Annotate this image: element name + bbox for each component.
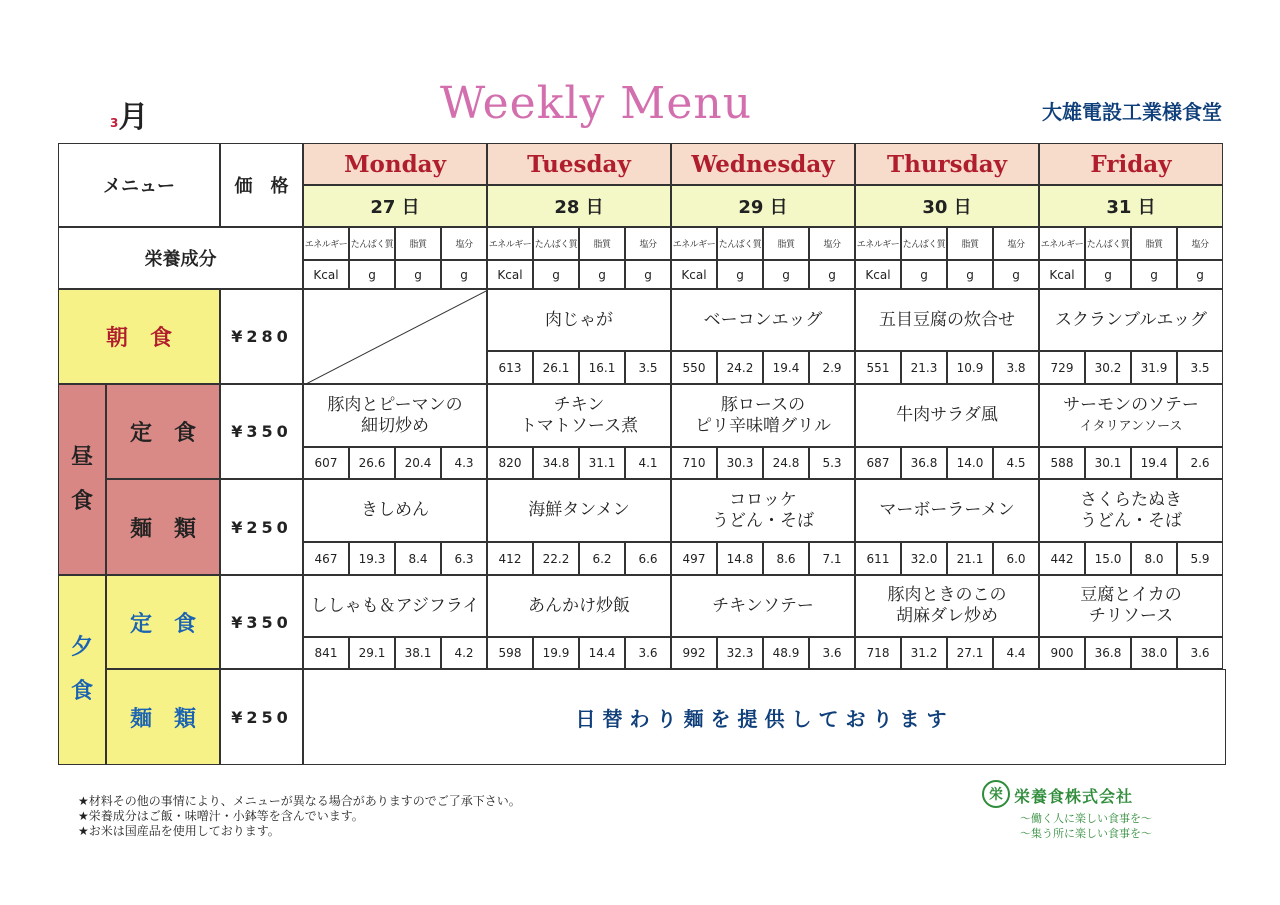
nutrition-value: 20.4 bbox=[395, 447, 441, 479]
nutrient-label: エネルギー bbox=[487, 227, 533, 260]
breakfast-label: 朝 食 bbox=[58, 289, 220, 384]
company-logo bbox=[982, 780, 1182, 842]
dish-name: コロッケ うどん・そば bbox=[671, 479, 855, 542]
nutrition-value: 992 bbox=[671, 637, 717, 669]
nutrition-value: 30.1 bbox=[1085, 447, 1131, 479]
nutrition-value: 687 bbox=[855, 447, 901, 479]
day-header-tuesday: Tuesday bbox=[487, 143, 671, 185]
nutrition-value: 29.1 bbox=[349, 637, 395, 669]
company-tagline: 〜働く人に楽しい食事を〜 bbox=[1020, 812, 1152, 825]
nutrient-unit: g bbox=[1085, 260, 1131, 289]
nutrition-value: 21.3 bbox=[901, 351, 947, 384]
nutrient-label: 脂質 bbox=[1131, 227, 1177, 260]
nutrient-label: たんぱく質 bbox=[533, 227, 579, 260]
day-date: 31 日 bbox=[1039, 185, 1223, 227]
nutrient-unit: g bbox=[533, 260, 579, 289]
nutrient-label: 脂質 bbox=[395, 227, 441, 260]
nutrient-label: 脂質 bbox=[763, 227, 809, 260]
day-header-thursday: Thursday bbox=[855, 143, 1039, 185]
nutrition-value: 710 bbox=[671, 447, 717, 479]
dinner-label: 夕 食 bbox=[58, 575, 106, 765]
dish-name: あんかけ炒飯 bbox=[487, 575, 671, 637]
nutrition-value: 588 bbox=[1039, 447, 1085, 479]
nutrition-value: 729 bbox=[1039, 351, 1085, 384]
nutrition-value: 8.0 bbox=[1131, 542, 1177, 575]
nutrition-value: 4.5 bbox=[993, 447, 1039, 479]
nutrient-unit: g bbox=[395, 260, 441, 289]
dinner-noodle-price: ¥250 bbox=[220, 669, 303, 765]
dish-name: 牛肉サラダ風 bbox=[855, 384, 1039, 447]
nutrient-unit: Kcal bbox=[671, 260, 717, 289]
nutrition-value: 30.2 bbox=[1085, 351, 1131, 384]
nutrient-label: 塩分 bbox=[993, 227, 1039, 260]
nutrition-value: 36.8 bbox=[901, 447, 947, 479]
nutrient-unit: g bbox=[947, 260, 993, 289]
nutrition-value: 442 bbox=[1039, 542, 1085, 575]
dish-name: マーボーラーメン bbox=[855, 479, 1039, 542]
nutrition-value: 16.1 bbox=[579, 351, 625, 384]
nutrition-value: 3.5 bbox=[625, 351, 671, 384]
footnote: ★栄養成分はご飯・味噌汁・小鉢等を含んでいます。 bbox=[78, 809, 364, 823]
daily-noodle-notice: 日替わり麺を提供しております bbox=[303, 669, 1226, 765]
dish-sauce: イタリアンソース bbox=[1079, 418, 1183, 434]
dish-name: チキンソテー bbox=[671, 575, 855, 637]
nutrition-value: 14.0 bbox=[947, 447, 993, 479]
dish-name: 海鮮タンメン bbox=[487, 479, 671, 542]
nutrient-unit: g bbox=[579, 260, 625, 289]
month-unit: 月 bbox=[118, 100, 149, 135]
dinner-noodle-label: 麺 類 bbox=[106, 669, 220, 765]
nutrition-value: 30.3 bbox=[717, 447, 763, 479]
lunch-set-price: ¥350 bbox=[220, 384, 303, 479]
nutrition-value: 4.2 bbox=[441, 637, 487, 669]
nutrition-value: 31.9 bbox=[1131, 351, 1177, 384]
nutrition-label: 栄養成分 bbox=[58, 227, 303, 289]
nutrient-unit: g bbox=[901, 260, 947, 289]
dish-name: チキン トマトソース煮 bbox=[487, 384, 671, 447]
footnote: ★材料その他の事情により、メニューが異なる場合がありますのでご了承下さい。 bbox=[78, 794, 521, 808]
day-date: 27 日 bbox=[303, 185, 487, 227]
dinner-set-label: 定 食 bbox=[106, 575, 220, 669]
nutrition-value: 21.1 bbox=[947, 542, 993, 575]
nutrient-unit: Kcal bbox=[487, 260, 533, 289]
nutrient-label: エネルギー bbox=[303, 227, 349, 260]
footnote: ★お米は国産品を使用しております。 bbox=[78, 824, 280, 838]
nutrition-value: 19.3 bbox=[349, 542, 395, 575]
nutrition-value: 48.9 bbox=[763, 637, 809, 669]
dish-name bbox=[1039, 384, 1223, 447]
nutrition-value: 841 bbox=[303, 637, 349, 669]
nutrition-value: 598 bbox=[487, 637, 533, 669]
nutrition-value: 36.8 bbox=[1085, 637, 1131, 669]
nutrition-value: 2.9 bbox=[809, 351, 855, 384]
nutrition-value: 27.1 bbox=[947, 637, 993, 669]
nutrient-unit: g bbox=[717, 260, 763, 289]
nutrition-value: 550 bbox=[671, 351, 717, 384]
menu-label: メニュー bbox=[58, 143, 220, 227]
slash-divider bbox=[304, 290, 487, 384]
nutrient-unit: g bbox=[625, 260, 671, 289]
nutrition-value: 3.8 bbox=[993, 351, 1039, 384]
dish-name: 五目豆腐の炊合せ bbox=[855, 289, 1039, 351]
nutrition-value: 19.9 bbox=[533, 637, 579, 669]
dish-name: 豚肉ときのこの 胡麻ダレ炒め bbox=[855, 575, 1039, 637]
nutrition-value: 3.6 bbox=[1177, 637, 1223, 669]
cafeteria-name: 大雄電設工業様食堂 bbox=[1042, 100, 1222, 124]
nutrition-value: 3.6 bbox=[809, 637, 855, 669]
month-label bbox=[110, 92, 148, 136]
nutrition-value: 32.0 bbox=[901, 542, 947, 575]
nutrition-value: 3.6 bbox=[625, 637, 671, 669]
nutrition-value: 38.0 bbox=[1131, 637, 1177, 669]
dish-name: さくらたぬき うどん・そば bbox=[1039, 479, 1223, 542]
nutrient-label: 塩分 bbox=[625, 227, 671, 260]
nutrition-value: 8.6 bbox=[763, 542, 809, 575]
nutrition-value: 607 bbox=[303, 447, 349, 479]
nutrient-unit: g bbox=[1177, 260, 1223, 289]
nutrition-value: 3.5 bbox=[1177, 351, 1223, 384]
nutrient-unit: Kcal bbox=[1039, 260, 1085, 289]
nutrition-value: 497 bbox=[671, 542, 717, 575]
nutrition-value: 32.3 bbox=[717, 637, 763, 669]
nutrient-label: エネルギー bbox=[671, 227, 717, 260]
dish-name: 豆腐とイカの チリソース bbox=[1039, 575, 1223, 637]
day-header-wednesday: Wednesday bbox=[671, 143, 855, 185]
nutrient-label: たんぱく質 bbox=[349, 227, 395, 260]
dish-name: ししゃも＆アジフライ bbox=[303, 575, 487, 637]
nutrition-value: 14.4 bbox=[579, 637, 625, 669]
nutrition-value: 22.2 bbox=[533, 542, 579, 575]
dish-name: 肉じゃが bbox=[487, 289, 671, 351]
company-tagline: 〜集う所に楽しい食事を〜 bbox=[1020, 827, 1152, 840]
lunch-noodle-price: ¥250 bbox=[220, 479, 303, 575]
nutrition-value: 5.3 bbox=[809, 447, 855, 479]
nutrition-value: 6.0 bbox=[993, 542, 1039, 575]
company-name: 栄養食株式会社 bbox=[1014, 787, 1134, 806]
nutrition-value: 6.2 bbox=[579, 542, 625, 575]
nutrition-value: 7.1 bbox=[809, 542, 855, 575]
day-date: 30 日 bbox=[855, 185, 1039, 227]
nutrient-label: たんぱく質 bbox=[717, 227, 763, 260]
lunch-label: 昼 食 bbox=[58, 384, 106, 575]
day-header-monday: Monday bbox=[303, 143, 487, 185]
dish-name: ベーコンエッグ bbox=[671, 289, 855, 351]
nutrient-label: エネルギー bbox=[855, 227, 901, 260]
nutrition-value: 31.2 bbox=[901, 637, 947, 669]
nutrition-value: 24.8 bbox=[763, 447, 809, 479]
nutrition-value: 4.1 bbox=[625, 447, 671, 479]
nutrient-label: 塩分 bbox=[441, 227, 487, 260]
nutrient-label: たんぱく質 bbox=[1085, 227, 1131, 260]
nutrient-unit: g bbox=[763, 260, 809, 289]
month-number: 3 bbox=[110, 116, 119, 130]
nutrient-label: 塩分 bbox=[809, 227, 855, 260]
nutrient-label: たんぱく質 bbox=[901, 227, 947, 260]
nutrition-value: 34.8 bbox=[533, 447, 579, 479]
dish-name: スクランブルエッグ bbox=[1039, 289, 1223, 351]
nutrition-value: 38.1 bbox=[395, 637, 441, 669]
nutrient-label: エネルギー bbox=[1039, 227, 1085, 260]
nutrient-label: 塩分 bbox=[1177, 227, 1223, 260]
nutrition-value: 14.8 bbox=[717, 542, 763, 575]
nutrition-value: 15.0 bbox=[1085, 542, 1131, 575]
nutrition-value: 8.4 bbox=[395, 542, 441, 575]
nutrition-value: 6.3 bbox=[441, 542, 487, 575]
dish-name-text: サーモンのソテー bbox=[1063, 394, 1199, 415]
page-title: Weekly Menu bbox=[440, 78, 753, 129]
nutrition-value: 412 bbox=[487, 542, 533, 575]
dinner-set-price: ¥350 bbox=[220, 575, 303, 669]
nutrition-value: 467 bbox=[303, 542, 349, 575]
dish-name: きしめん bbox=[303, 479, 487, 542]
nutrition-value: 613 bbox=[487, 351, 533, 384]
nutrient-label: 脂質 bbox=[579, 227, 625, 260]
nutrient-unit: g bbox=[1131, 260, 1177, 289]
nutrition-value: 26.1 bbox=[533, 351, 579, 384]
nutrition-value: 10.9 bbox=[947, 351, 993, 384]
lunch-noodle-label: 麺 類 bbox=[106, 479, 220, 575]
nutrition-value: 820 bbox=[487, 447, 533, 479]
nutrition-value: 2.6 bbox=[1177, 447, 1223, 479]
day-date: 28 日 bbox=[487, 185, 671, 227]
nutrition-value: 19.4 bbox=[763, 351, 809, 384]
day-header-friday: Friday bbox=[1039, 143, 1223, 185]
nutrition-value: 6.6 bbox=[625, 542, 671, 575]
nutrient-label: 脂質 bbox=[947, 227, 993, 260]
company-mark-icon: 栄 bbox=[982, 780, 1010, 808]
nutrient-unit: g bbox=[349, 260, 395, 289]
nutrition-value: 24.2 bbox=[717, 351, 763, 384]
nutrition-value: 19.4 bbox=[1131, 447, 1177, 479]
nutrient-unit: g bbox=[441, 260, 487, 289]
nutrition-value: 551 bbox=[855, 351, 901, 384]
nutrition-value: 900 bbox=[1039, 637, 1085, 669]
nutrient-unit: Kcal bbox=[303, 260, 349, 289]
nutrient-unit: g bbox=[993, 260, 1039, 289]
day-date: 29 日 bbox=[671, 185, 855, 227]
nutrient-unit: g bbox=[809, 260, 855, 289]
nutrition-value: 26.6 bbox=[349, 447, 395, 479]
lunch-set-label: 定 食 bbox=[106, 384, 220, 479]
empty-slot bbox=[303, 289, 487, 384]
nutrition-value: 4.4 bbox=[993, 637, 1039, 669]
footnotes bbox=[78, 794, 521, 839]
price-label: 価 格 bbox=[220, 143, 303, 227]
breakfast-price: ¥280 bbox=[220, 289, 303, 384]
dish-name: 豚ロースの ピリ辛味噌グリル bbox=[671, 384, 855, 447]
weekly-menu-table bbox=[58, 143, 1226, 765]
dish-name: 豚肉とピーマンの 細切炒め bbox=[303, 384, 487, 447]
nutrition-value: 611 bbox=[855, 542, 901, 575]
nutrition-value: 31.1 bbox=[579, 447, 625, 479]
nutrition-value: 5.9 bbox=[1177, 542, 1223, 575]
nutrition-value: 4.3 bbox=[441, 447, 487, 479]
nutrition-value: 718 bbox=[855, 637, 901, 669]
nutrient-unit: Kcal bbox=[855, 260, 901, 289]
